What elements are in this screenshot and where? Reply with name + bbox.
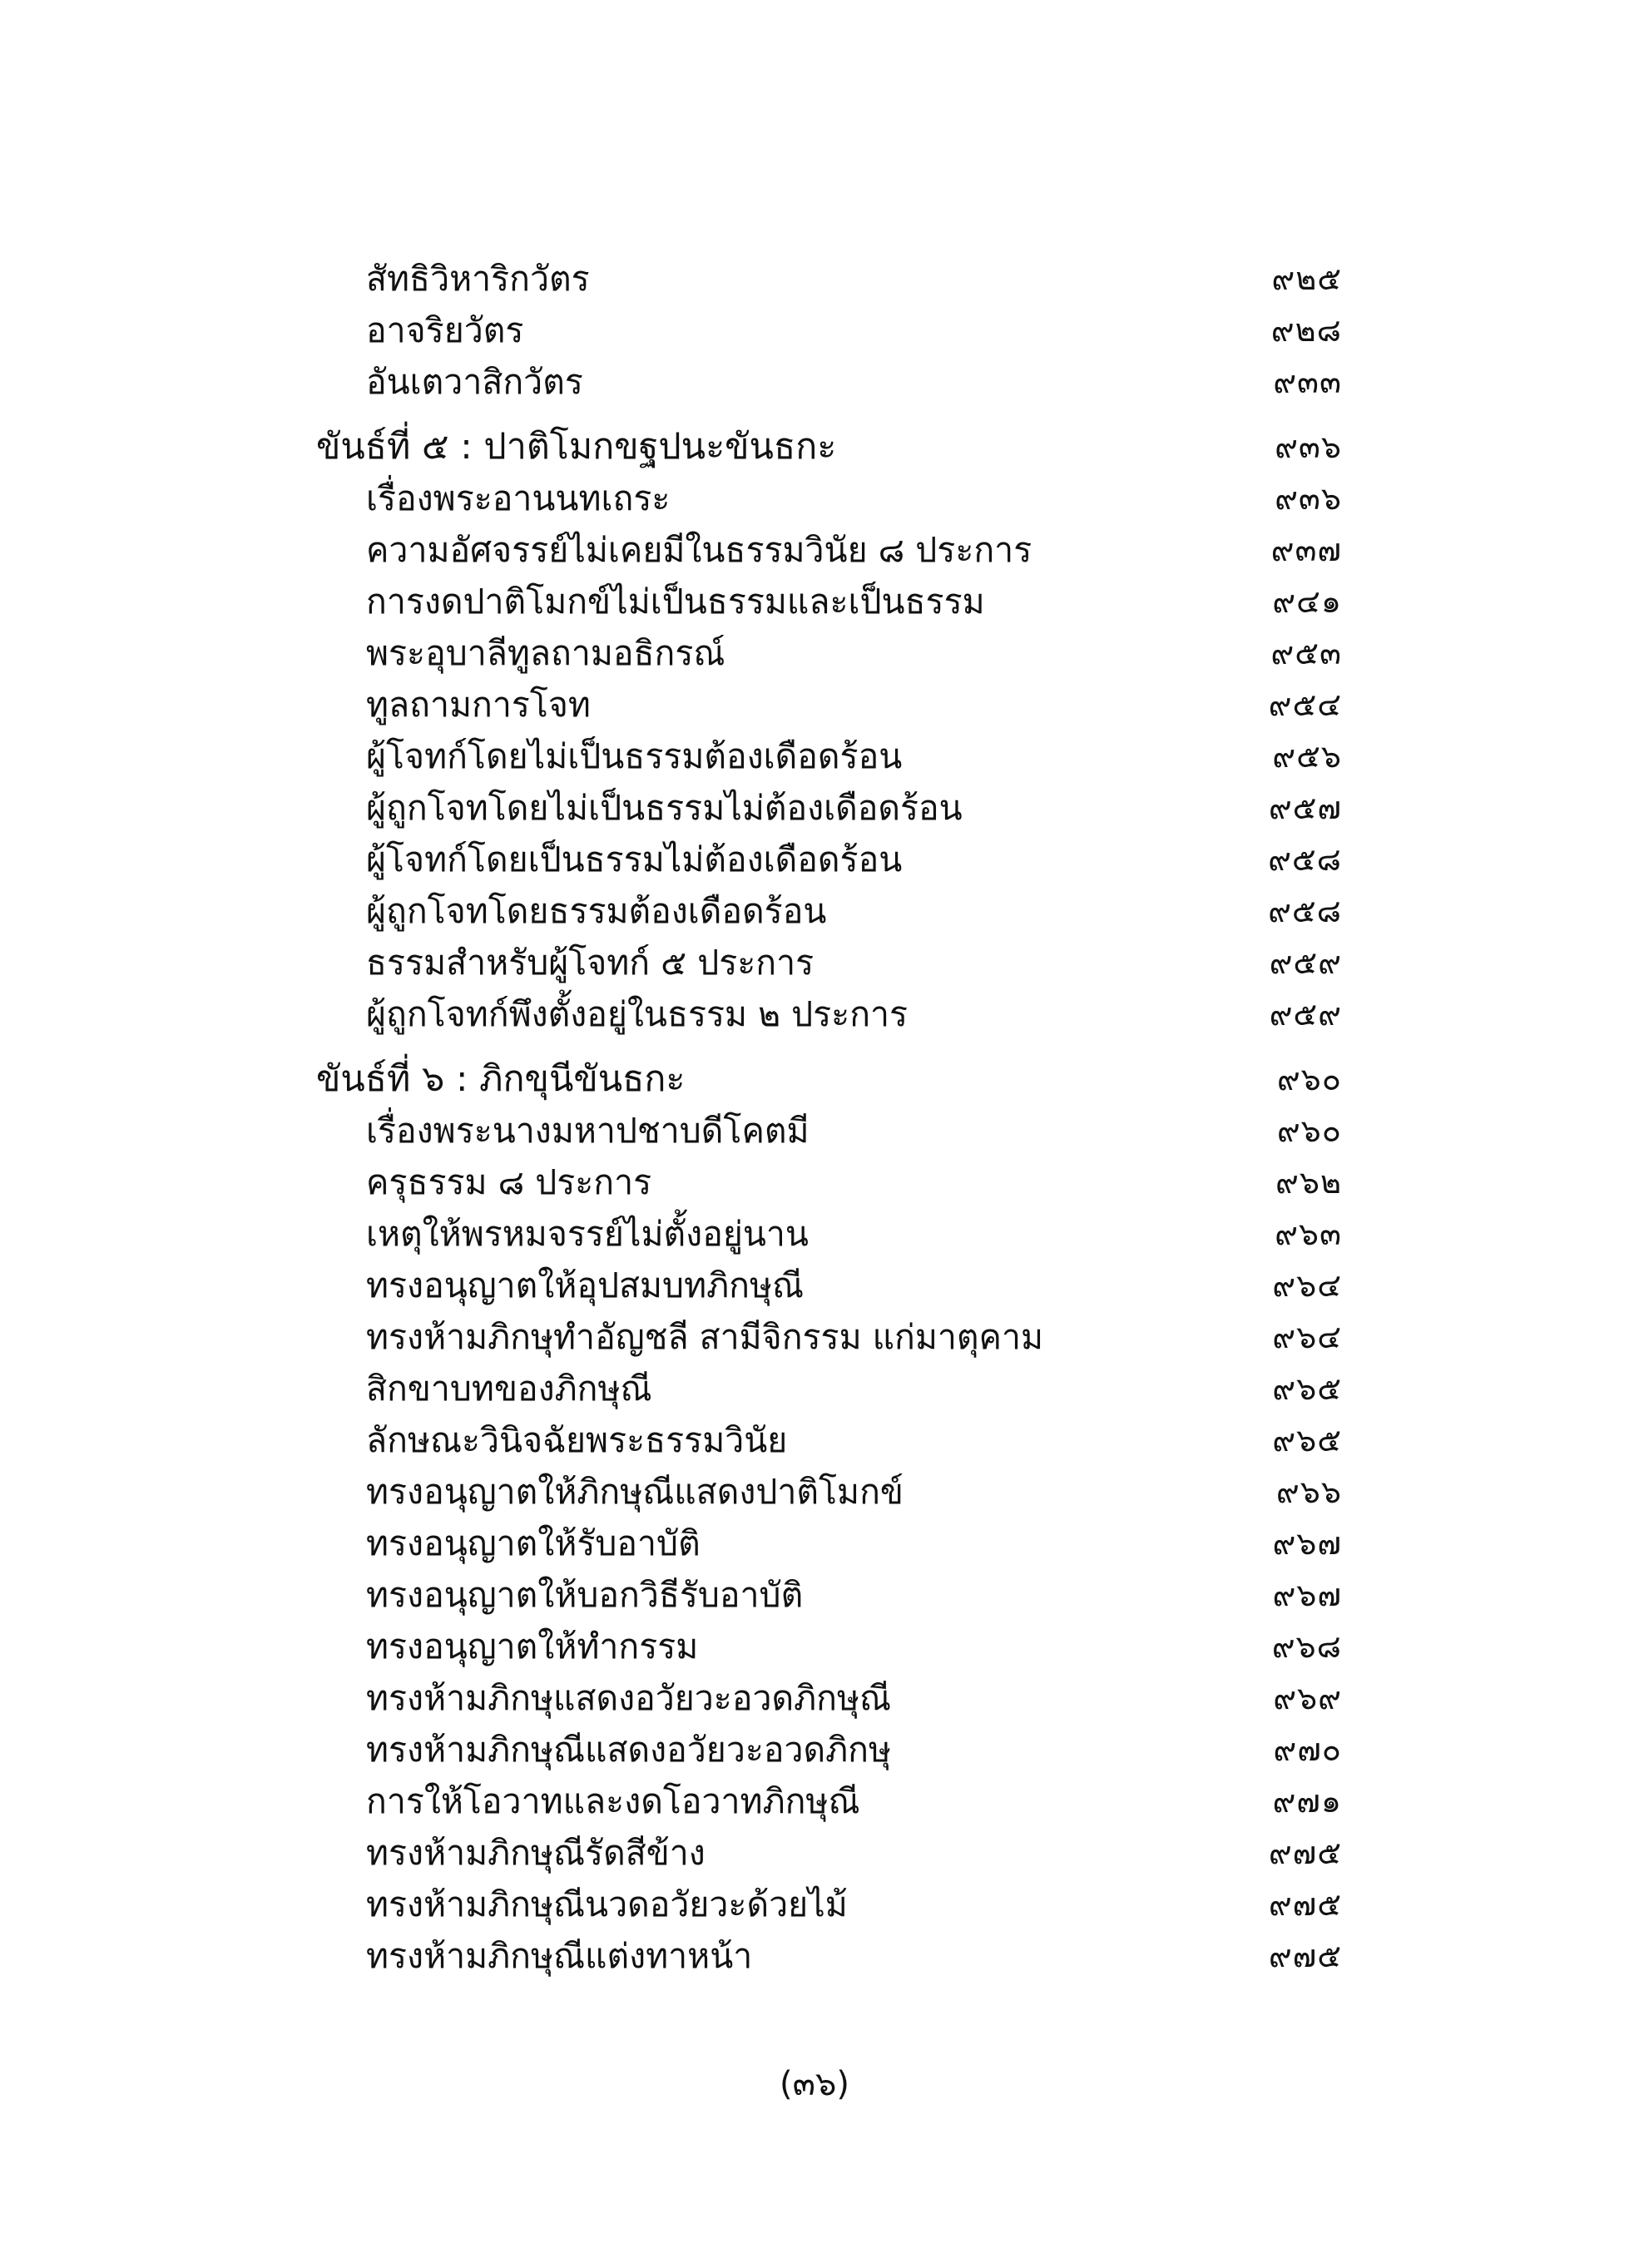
toc-entry-row (0, 525, 1629, 575)
toc-entry-title: เรื่องพระอานนทเถระ (366, 478, 671, 518)
toc-page-number: ๙๕๗ (1268, 790, 1342, 826)
toc-page-number: ๙๖๒ (1275, 1164, 1342, 1201)
toc-entry-title: อันเตวาสิกวัตร (366, 362, 583, 402)
toc-entry-title: ทรงอนุญาตให้ทำกรรม (366, 1627, 699, 1666)
toc-entry-title: ทรงห้ามภิกษุณีแสดงอวัยวะอวดภิกษุ (366, 1730, 892, 1770)
toc-entry-title: ทรงอนุญาตให้รับอาบัติ (366, 1523, 701, 1563)
toc-page-number: ๙๗๕ (1268, 1938, 1342, 1974)
toc-page-number: ๙๕๘ (1268, 893, 1342, 929)
toc-entry-title: ผู้ถูกโจทโดยธรรมต้องเดือดร้อน (366, 891, 827, 931)
toc-page-number: ๙๖๕ (1272, 1370, 1342, 1407)
toc-entry-row (0, 1570, 1629, 1620)
toc-section-title: ขันธ์ที่ ๖ : ภิกขุนีขันธกะ (316, 1058, 686, 1100)
toc-page-number: ๙๓๓ (1273, 364, 1342, 400)
toc-entry-title: ทรงอนุญาตให้บอกวิธีรับอาบัติ (366, 1575, 804, 1615)
toc-entry-row (0, 1260, 1629, 1310)
toc-entry-row (0, 731, 1629, 781)
toc-entry-row (0, 1415, 1629, 1465)
toc-entry-title: เรื่องพระนางมหาปชาบดีโคตมี (366, 1111, 810, 1151)
toc-entry-row (0, 1673, 1629, 1723)
toc-page-number: ๙๕๔ (1268, 686, 1342, 723)
toc-entry-row (0, 1209, 1629, 1259)
toc-entry-row (0, 1106, 1629, 1156)
toc-page-number: ๙๖๙ (1273, 1680, 1342, 1716)
toc-page-number: ๙๒๘ (1270, 312, 1342, 349)
toc-entry-title: สิกขาบทของภิกษุณี (366, 1369, 652, 1409)
toc-entry-title: ผู้ถูกโจทก์พึงตั้งอยู่ในธรรม ๒ ประการ (366, 994, 909, 1034)
toc-page-number: ๙๖๓ (1275, 1216, 1342, 1252)
toc-entry-row (0, 1518, 1629, 1568)
toc-page-number: ๙๗๕ (1268, 1886, 1342, 1923)
toc-page-number: ๙๖๕ (1272, 1422, 1342, 1458)
toc-entry-title: ธรรมสำหรับผู้โจทก์ ๕ ประการ (366, 943, 814, 983)
toc-entry-row (0, 783, 1629, 833)
toc-page-number: ๙๕๙ (1269, 944, 1342, 981)
toc-section-title: ขันธ์ที่ ๕ : ปาติโมกขฐปนะขันธกะ (316, 426, 837, 468)
toc-page-number: ๙๕๓ (1270, 635, 1342, 671)
toc-entry-row (0, 938, 1629, 988)
toc-entry-row (0, 1312, 1629, 1362)
toc-entry-title: เหตุให้พรหมจรรย์ไม่ตั้งอยู่นาน (366, 1214, 809, 1254)
toc-page-number: ๙๓๖ (1275, 428, 1342, 465)
toc-section-row (0, 422, 1629, 472)
toc-entry-title: ความอัศจรรย์ไม่เคยมีในธรรมวินัย ๘ ประการ (366, 530, 1032, 570)
toc-entry-row (0, 886, 1629, 936)
toc-entry-row (0, 473, 1629, 523)
toc-entry-row (0, 1931, 1629, 1981)
toc-entry-row (0, 1157, 1629, 1207)
toc-entry-title: อาจริยวัตร (366, 310, 524, 350)
toc-page-number: ๙๖๗ (1272, 1525, 1342, 1562)
toc-page-number: ๙๖๖ (1275, 1473, 1342, 1510)
toc-entry-title: ผู้โจทก์โดยไม่เป็นธรรมต้องเดือดร้อน (366, 736, 903, 776)
toc-entry-row (0, 1467, 1629, 1517)
toc-page-number: ๙๖๐ (1276, 1061, 1342, 1097)
toc-page-number: ๙๗๐ (1273, 1731, 1342, 1768)
toc-entry-row (0, 1622, 1629, 1671)
toc-page-number: ๙๓๗ (1270, 532, 1342, 568)
toc-section-row (0, 1054, 1629, 1104)
toc-entry-row (0, 628, 1629, 678)
toc-page-number: ๙๗๑ (1272, 1783, 1342, 1820)
toc-page-number: ๙๖๔ (1272, 1267, 1342, 1304)
toc-entry-row (0, 305, 1629, 355)
toc-page-number: ๙๕๙ (1269, 996, 1342, 1032)
toc-entry-title: ผู้ถูกโจทโดยไม่เป็นธรรมไม่ต้องเดือดร้อน (366, 788, 963, 828)
toc-entry-title: ทรงห้ามภิกษุทำอัญชลี สามีจิกรรม แก่มาตุคาม (366, 1317, 1044, 1357)
page-number: (๓๖) (780, 2065, 849, 2103)
toc-entry-title: ทรงห้ามภิกษุแสดงอวัยวะอวดภิกษุณี (366, 1678, 892, 1718)
toc-entry-row (0, 1879, 1629, 1929)
toc-page-number: ๙๕๘ (1268, 841, 1342, 878)
toc-entry-row (0, 989, 1629, 1039)
toc-entry-row (0, 1776, 1629, 1826)
toc-entry-title: ผู้โจทก์โดยเป็นธรรมไม่ต้องเดือดร้อน (366, 839, 903, 879)
toc-entry-row (0, 1364, 1629, 1414)
toc-page-number: ๙๒๕ (1271, 260, 1342, 297)
toc-entry-title: ทรงอนุญาตให้อุปสมบทภิกษุณี (366, 1265, 805, 1305)
toc-entry-row (0, 680, 1629, 730)
toc-entry-row (0, 1828, 1629, 1878)
toc-entry-title: การให้โอวาทและงดโอวาทภิกษุณี (366, 1781, 860, 1821)
toc-entry-row (0, 1725, 1629, 1775)
toc-entry-row (0, 577, 1629, 626)
toc-entry-row (0, 254, 1629, 304)
toc-entry-title: สัทธิวิหาริกวัตร (366, 259, 590, 299)
toc-entry-title: การงดปาติโมกข์ไม่เป็นธรรมและเป็นธรรม (366, 582, 985, 621)
toc-entry-title: ลักษณะวินิจฉัยพระธรรมวินัย (366, 1420, 788, 1460)
toc-page-number: ๙๖๘ (1271, 1628, 1342, 1665)
toc-entry-title: ทรงอนุญาตให้ภิกษุณีแสดงปาติโมกข์ (366, 1472, 904, 1512)
toc-page-number: ๙๖๗ (1272, 1577, 1342, 1613)
toc-entry-title: พระอุบาลีทูลถามอธิกรณ์ (366, 633, 725, 673)
toc-entry-row (0, 834, 1629, 884)
toc-entry-title: ทรงห้ามภิกษุณีรัดสีข้าง (366, 1833, 706, 1873)
toc-page-number: ๙๖๐ (1276, 1112, 1342, 1149)
toc-page-number: ๙๓๖ (1275, 480, 1342, 517)
toc-page-number: ๙๕๖ (1272, 738, 1342, 775)
toc-page-number: ๙๖๔ (1272, 1319, 1342, 1355)
toc-page-number: ๙๔๑ (1272, 583, 1342, 620)
toc-entry-title: ครุธรรม ๘ ประการ (366, 1162, 652, 1202)
toc-entry-row (0, 357, 1629, 407)
toc-entry-title: ทรงห้ามภิกษุณีแต่งทาหน้า (366, 1936, 753, 1976)
toc-page-number: ๙๗๕ (1268, 1835, 1342, 1871)
toc-entry-title: ทูลถามการโจท (366, 685, 591, 725)
toc-entry-title: ทรงห้ามภิกษุณีนวดอวัยวะด้วยไม้ (366, 1884, 848, 1924)
